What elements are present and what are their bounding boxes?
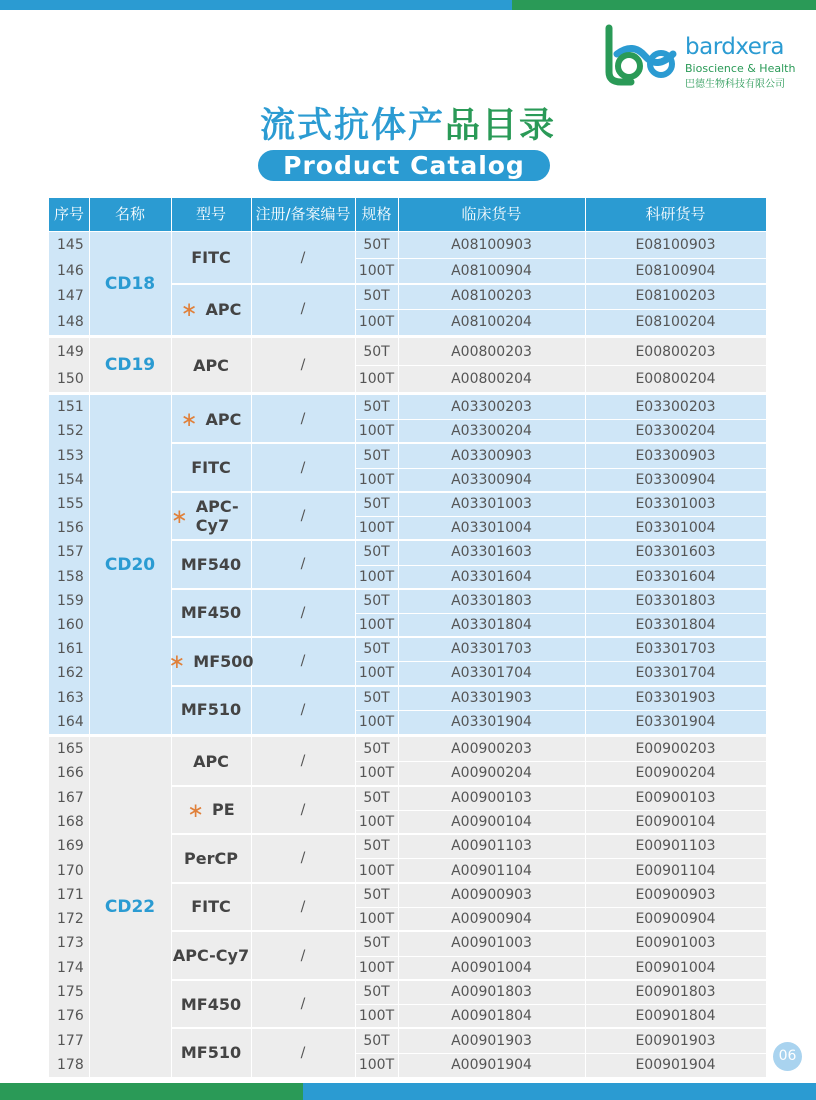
row-spec: 100T xyxy=(358,314,395,331)
row-number: 147 xyxy=(57,288,84,305)
research-code: E00900103 xyxy=(635,789,716,806)
clinical-code: A03301904 xyxy=(451,713,532,730)
clinical-code: A03300903 xyxy=(451,447,532,464)
clinical-code: A03301903 xyxy=(451,689,532,706)
header-cell: 名称 xyxy=(89,198,172,231)
research-code: E03301704 xyxy=(635,665,716,682)
clinical-code: A08100904 xyxy=(451,262,532,279)
research-code: E00901904 xyxy=(635,1056,716,1073)
row-spec: 50T xyxy=(363,236,390,253)
logo-mark-icon xyxy=(603,24,681,86)
type-label: APC xyxy=(193,751,229,771)
research-code: E00901104 xyxy=(635,862,716,879)
type-label: PerCP xyxy=(184,848,238,868)
row-number: 167 xyxy=(57,789,84,806)
bottom-bar-blue xyxy=(303,1083,816,1100)
clinical-code: A00900203 xyxy=(451,741,532,758)
page-number: 06 xyxy=(773,1042,802,1071)
clinical-code: A03300203 xyxy=(451,399,532,416)
type-cell xyxy=(171,931,251,980)
row-spec: 100T xyxy=(358,862,395,879)
brand-company: 巴德生物科技有限公司 xyxy=(685,79,785,90)
header-cell: 注册/备案编号 xyxy=(251,198,356,231)
type-cell xyxy=(171,338,251,392)
star-icon: ∗ xyxy=(180,297,198,322)
row-number: 157 xyxy=(57,544,84,561)
star-icon: ∗ xyxy=(171,504,188,529)
row-spec: 50T xyxy=(363,399,390,416)
catalog-table xyxy=(49,198,766,1073)
clinical-code: A00901903 xyxy=(451,1032,532,1049)
clinical-code: A03301804 xyxy=(451,617,532,634)
row-number: 160 xyxy=(57,617,84,634)
type-cell xyxy=(171,232,251,284)
header-cell: 型号 xyxy=(171,198,252,231)
row-number: 159 xyxy=(57,592,84,609)
type-cell xyxy=(171,980,251,1029)
type-label: APC-Cy7 xyxy=(195,497,239,536)
row-number: 170 xyxy=(57,862,84,879)
research-code: E08100904 xyxy=(635,262,716,279)
clinical-code: A00900104 xyxy=(451,813,532,830)
registration-number: / xyxy=(300,249,306,266)
type-label: FITC xyxy=(191,458,231,478)
type-cell xyxy=(171,589,251,637)
research-code: E03301004 xyxy=(635,520,716,537)
registration-number: / xyxy=(300,357,306,373)
type-label: APC xyxy=(205,299,242,319)
row-spec: 50T xyxy=(363,983,390,1000)
registration-number: / xyxy=(300,604,306,621)
row-number: 169 xyxy=(57,838,84,855)
row-group xyxy=(49,338,766,392)
row-spec: 50T xyxy=(363,886,390,903)
clinical-code: A08100204 xyxy=(451,314,532,331)
top-bar-blue xyxy=(0,0,512,10)
brand-tagline: Bioscience & Health xyxy=(685,62,796,75)
row-number: 177 xyxy=(57,1032,84,1049)
row-spec: 100T xyxy=(358,765,395,782)
research-code: E03300204 xyxy=(635,423,716,440)
brand-name: bardxera xyxy=(685,34,784,60)
row-group xyxy=(49,395,766,734)
type-label: PE xyxy=(212,800,235,820)
row-spec: 100T xyxy=(358,262,395,279)
registration-number: / xyxy=(300,411,306,428)
clinical-code: A03301803 xyxy=(451,592,532,609)
row-spec: 50T xyxy=(363,288,390,305)
clinical-code: A00901104 xyxy=(451,862,532,879)
header-cell: 临床货号 xyxy=(398,198,586,231)
clinical-code: A03301604 xyxy=(451,568,532,585)
research-code: E00900203 xyxy=(635,741,716,758)
brand-logo xyxy=(603,24,796,90)
type-cell xyxy=(168,637,254,685)
research-code: E03300203 xyxy=(635,399,716,416)
title-part-green: 品目录 xyxy=(445,106,557,146)
row-number: 171 xyxy=(57,886,84,903)
row-number: 158 xyxy=(57,568,84,585)
row-spec: 50T xyxy=(363,935,390,952)
research-code: E03301604 xyxy=(635,568,716,585)
row-spec: 100T xyxy=(358,423,395,440)
research-code: E03301803 xyxy=(635,592,716,609)
type-cell xyxy=(171,1028,251,1077)
row-number: 166 xyxy=(57,765,84,782)
type-cell xyxy=(171,443,251,491)
row-spec: 50T xyxy=(363,343,390,360)
research-code: E00800204 xyxy=(635,370,716,387)
registration-number: / xyxy=(300,653,306,670)
row-number: 153 xyxy=(57,447,84,464)
clinical-code: A08100203 xyxy=(451,288,532,305)
row-spec: 100T xyxy=(358,813,395,830)
research-code: E00900903 xyxy=(635,886,716,903)
research-code: E03301003 xyxy=(635,495,716,512)
type-label: MF510 xyxy=(180,1043,242,1063)
registration-number: / xyxy=(300,753,306,770)
row-spec: 50T xyxy=(363,689,390,706)
row-spec: 100T xyxy=(358,568,395,585)
clinical-code: A03301004 xyxy=(451,520,532,537)
row-spec: 50T xyxy=(363,495,390,512)
row-number: 155 xyxy=(57,495,84,512)
star-icon: ∗ xyxy=(180,407,198,432)
row-number: 145 xyxy=(57,236,84,253)
registration-number: / xyxy=(300,556,306,573)
table-header xyxy=(49,198,766,231)
group-name: CD20 xyxy=(104,554,156,575)
type-label: APC xyxy=(205,409,242,429)
research-code: E00900204 xyxy=(635,765,716,782)
row-number: 175 xyxy=(57,983,84,1000)
clinical-code: A03300904 xyxy=(451,471,532,488)
row-number: 151 xyxy=(57,399,84,416)
row-number: 146 xyxy=(57,262,84,279)
research-code: E03301804 xyxy=(635,617,716,634)
row-number: 149 xyxy=(57,343,84,360)
research-code: E08100204 xyxy=(635,314,716,331)
row-spec: 50T xyxy=(363,789,390,806)
row-spec: 50T xyxy=(363,1032,390,1049)
registration-number: / xyxy=(300,996,306,1013)
header-cell: 科研货号 xyxy=(645,205,706,223)
row-number: 173 xyxy=(57,935,84,952)
registration-number: / xyxy=(300,947,306,964)
type-cell xyxy=(171,883,251,932)
registration-number: / xyxy=(300,459,306,476)
type-label: FITC xyxy=(191,897,231,917)
row-number: 176 xyxy=(57,1008,84,1025)
row-spec: 50T xyxy=(363,447,390,464)
row-spec: 100T xyxy=(358,617,395,634)
registration-number: / xyxy=(300,301,306,318)
type-cell xyxy=(171,540,251,588)
clinical-code: A00901904 xyxy=(451,1056,532,1073)
row-number: 163 xyxy=(57,689,84,706)
clinical-code: A03300204 xyxy=(451,423,532,440)
row-spec: 100T xyxy=(358,911,395,928)
clinical-code: A00900904 xyxy=(451,911,532,928)
research-code: E03301903 xyxy=(635,689,716,706)
type-cell xyxy=(171,686,251,734)
row-number: 161 xyxy=(57,641,84,658)
bottom-bar-green xyxy=(0,1083,303,1100)
page-title xyxy=(0,98,816,148)
row-number: 178 xyxy=(57,1056,84,1073)
header-cell: 序号 xyxy=(49,198,90,231)
type-label: APC-Cy7 xyxy=(172,946,250,966)
type-label: MF510 xyxy=(180,700,242,720)
research-code: E00900104 xyxy=(635,813,716,830)
row-number: 164 xyxy=(57,713,84,730)
research-code: E00901804 xyxy=(635,1008,716,1025)
row-number: 150 xyxy=(57,370,84,387)
research-code: E03300903 xyxy=(635,447,716,464)
research-code: E03300904 xyxy=(635,471,716,488)
row-spec: 100T xyxy=(358,665,395,682)
clinical-code: A00901004 xyxy=(451,959,532,976)
row-spec: 100T xyxy=(358,370,395,387)
clinical-code: A00901003 xyxy=(451,935,532,952)
type-label: FITC xyxy=(191,248,231,268)
research-code: E00901003 xyxy=(635,935,716,952)
research-code: E00900904 xyxy=(635,911,716,928)
type-label: MF540 xyxy=(180,554,242,574)
row-spec: 100T xyxy=(358,1008,395,1025)
registration-number: / xyxy=(300,1044,306,1061)
clinical-code: A00901103 xyxy=(451,838,532,855)
clinical-code: A03301704 xyxy=(451,665,532,682)
row-number: 165 xyxy=(57,741,84,758)
row-number: 162 xyxy=(57,665,84,682)
research-code: E00901103 xyxy=(635,838,716,855)
row-number: 154 xyxy=(57,471,84,488)
row-number: 172 xyxy=(57,911,84,928)
row-number: 174 xyxy=(57,959,84,976)
row-spec: 50T xyxy=(363,641,390,658)
row-number: 156 xyxy=(57,520,84,537)
clinical-code: A00800204 xyxy=(451,370,532,387)
clinical-code: A00900903 xyxy=(451,886,532,903)
title-part-blue: 流式抗体产 xyxy=(259,106,445,146)
clinical-code: A00800203 xyxy=(451,343,532,360)
research-code: E08100203 xyxy=(635,288,716,305)
row-spec: 50T xyxy=(363,592,390,609)
research-code: E03301904 xyxy=(635,713,716,730)
registration-number: / xyxy=(300,898,306,915)
row-spec: 100T xyxy=(358,959,395,976)
row-group xyxy=(49,232,766,335)
row-number: 152 xyxy=(57,423,84,440)
type-label: MF450 xyxy=(180,994,242,1014)
clinical-code: A00900103 xyxy=(451,789,532,806)
clinical-code: A00901803 xyxy=(451,983,532,1000)
research-code: E03301603 xyxy=(635,544,716,561)
header-cell: 规格 xyxy=(355,198,399,231)
registration-number: / xyxy=(300,508,306,525)
type-cell xyxy=(171,786,251,835)
clinical-code: A03301003 xyxy=(451,495,532,512)
research-code: E08100903 xyxy=(635,236,716,253)
registration-number: / xyxy=(300,850,306,867)
row-number: 148 xyxy=(57,314,84,331)
group-name: CD22 xyxy=(104,897,156,917)
research-code: E00800203 xyxy=(635,343,716,360)
type-cell xyxy=(171,284,251,336)
row-number: 168 xyxy=(57,813,84,830)
clinical-code: A03301703 xyxy=(451,641,532,658)
page-subtitle: Product Catalog xyxy=(258,150,550,181)
research-code: E00901903 xyxy=(635,1032,716,1049)
row-spec: 100T xyxy=(358,520,395,537)
research-code: E00901004 xyxy=(635,959,716,976)
research-code: E03301703 xyxy=(635,641,716,658)
type-label: MF450 xyxy=(180,603,242,623)
row-group xyxy=(49,737,766,1077)
clinical-code: A00900204 xyxy=(451,765,532,782)
star-icon: ∗ xyxy=(187,797,205,822)
top-bar-green xyxy=(512,0,816,10)
type-cell xyxy=(171,492,251,540)
registration-number: / xyxy=(300,701,306,718)
registration-number: / xyxy=(300,801,306,818)
row-spec: 50T xyxy=(363,741,390,758)
clinical-code: A00901804 xyxy=(451,1008,532,1025)
star-icon: ∗ xyxy=(168,649,186,674)
type-cell xyxy=(171,395,251,443)
type-cell xyxy=(171,737,251,786)
research-code: E00901803 xyxy=(635,983,716,1000)
row-spec: 100T xyxy=(358,471,395,488)
type-cell xyxy=(171,834,251,883)
type-label: APC xyxy=(193,355,229,375)
row-spec: 100T xyxy=(358,713,395,730)
clinical-code: A03301603 xyxy=(451,544,532,561)
type-label: MF500 xyxy=(193,651,254,671)
group-name: CD19 xyxy=(104,355,156,375)
group-name: CD18 xyxy=(104,273,156,294)
clinical-code: A08100903 xyxy=(451,236,532,253)
row-spec: 100T xyxy=(358,1056,395,1073)
row-spec: 50T xyxy=(363,544,390,561)
row-spec: 50T xyxy=(363,838,390,855)
